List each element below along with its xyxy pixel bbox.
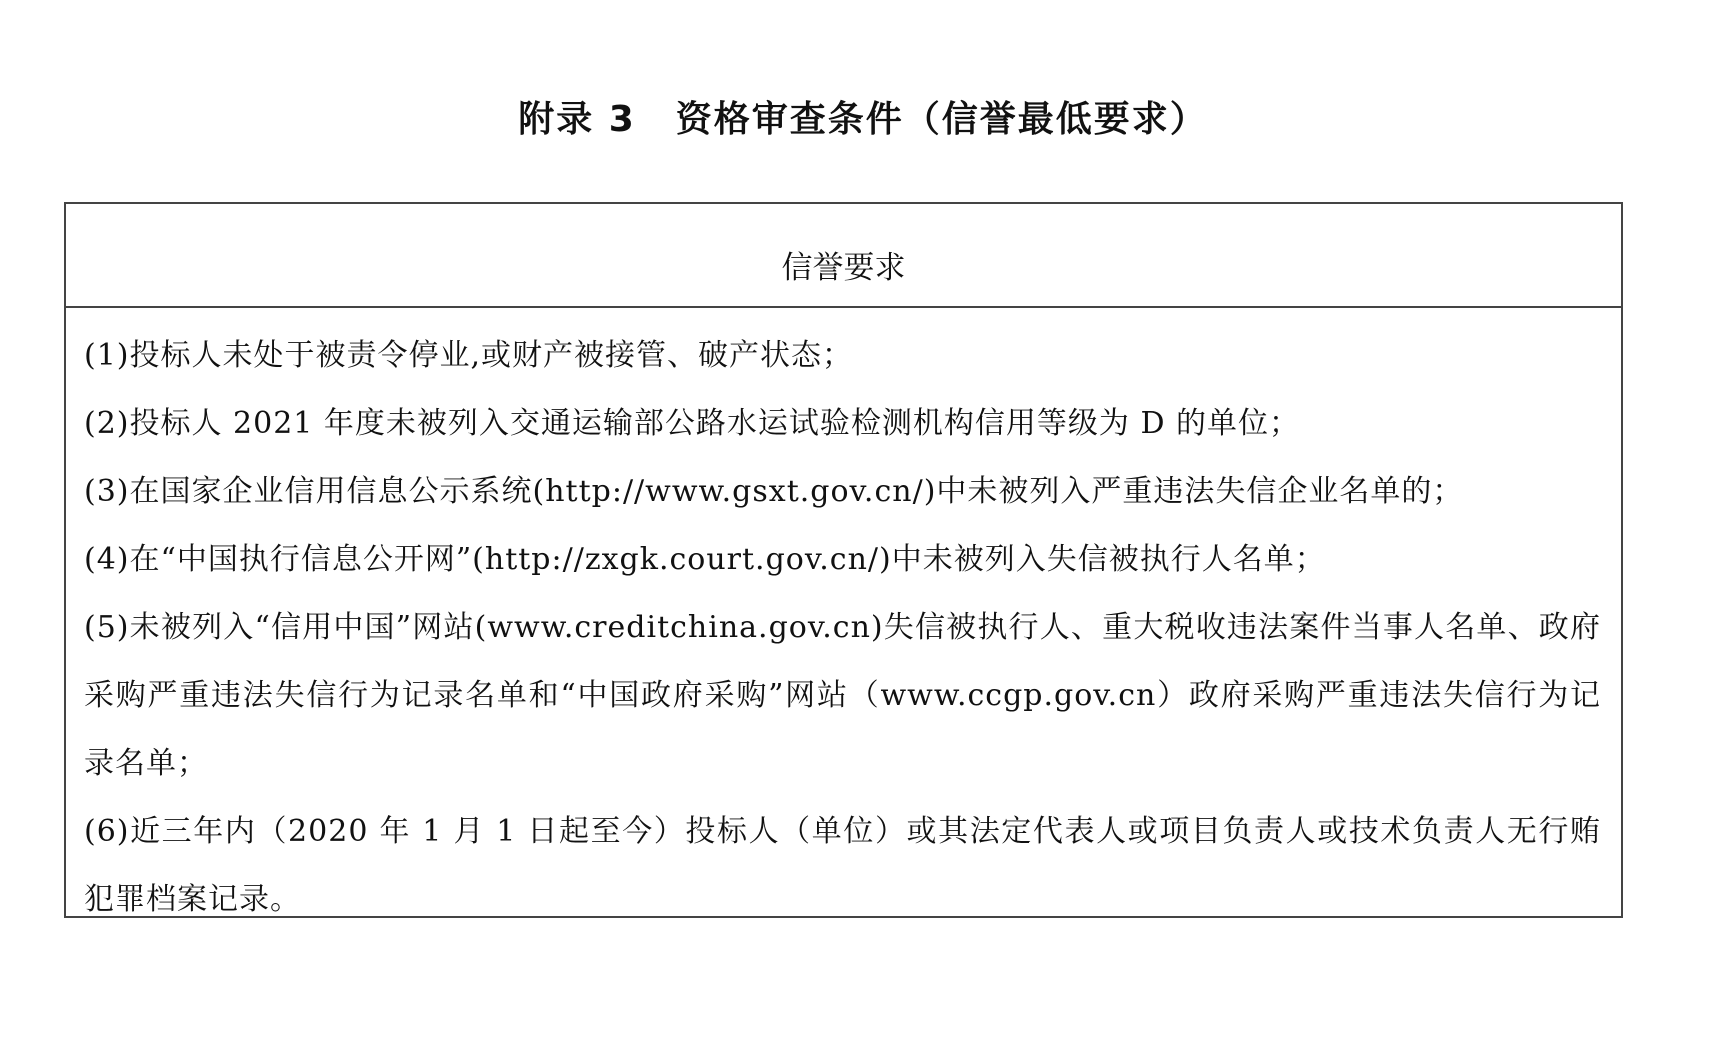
page-title-prefix: 附录 3	[518, 99, 636, 140]
requirement-item-4: (4)在“中国执行信息公开网”(http://zxgk.court.gov.cn/)中未被列入失信被执行人名单；	[84, 542, 1326, 577]
requirements-table	[64, 202, 1623, 918]
table-header-label: 信誉要求	[781, 249, 906, 286]
page-title	[0, 96, 1726, 144]
requirement-item-1: (1)投标人未处于被责令停业,或财产被接管、破产状态；	[84, 338, 854, 373]
page-title-main: 资格审查条件（信誉最低要求）	[675, 99, 1208, 140]
requirement-item-3: (3)在国家企业信用信息公示系统(http://www.gsxt.gov.cn/)中未被列入严重违法失信企业名单的；	[84, 474, 1464, 509]
requirement-item-2: (2)投标人 2021 年度未被列入交通运输部公路水运试验检测机构信用等级为 D 的单位；	[84, 406, 1301, 441]
requirement-item-5: (5)未被列入“信用中国”网站(www.creditchina.gov.cn)失信被执行人、重大税收违法案件当事人名单、政府采购严重违法失信行为记录名单和“中国政府采购”网站（www.ccgp.gov.cn）政府采购严重违法失信行为记录名单；	[84, 610, 1601, 781]
table-header	[66, 204, 1621, 308]
requirement-item-6: (6)近三年内（2020 年 1 月 1 日起至今）投标人（单位）或其法定代表人或项目负责人或技术负责人无行贿犯罪档案记录。	[84, 814, 1601, 917]
table-body	[66, 308, 1621, 934]
